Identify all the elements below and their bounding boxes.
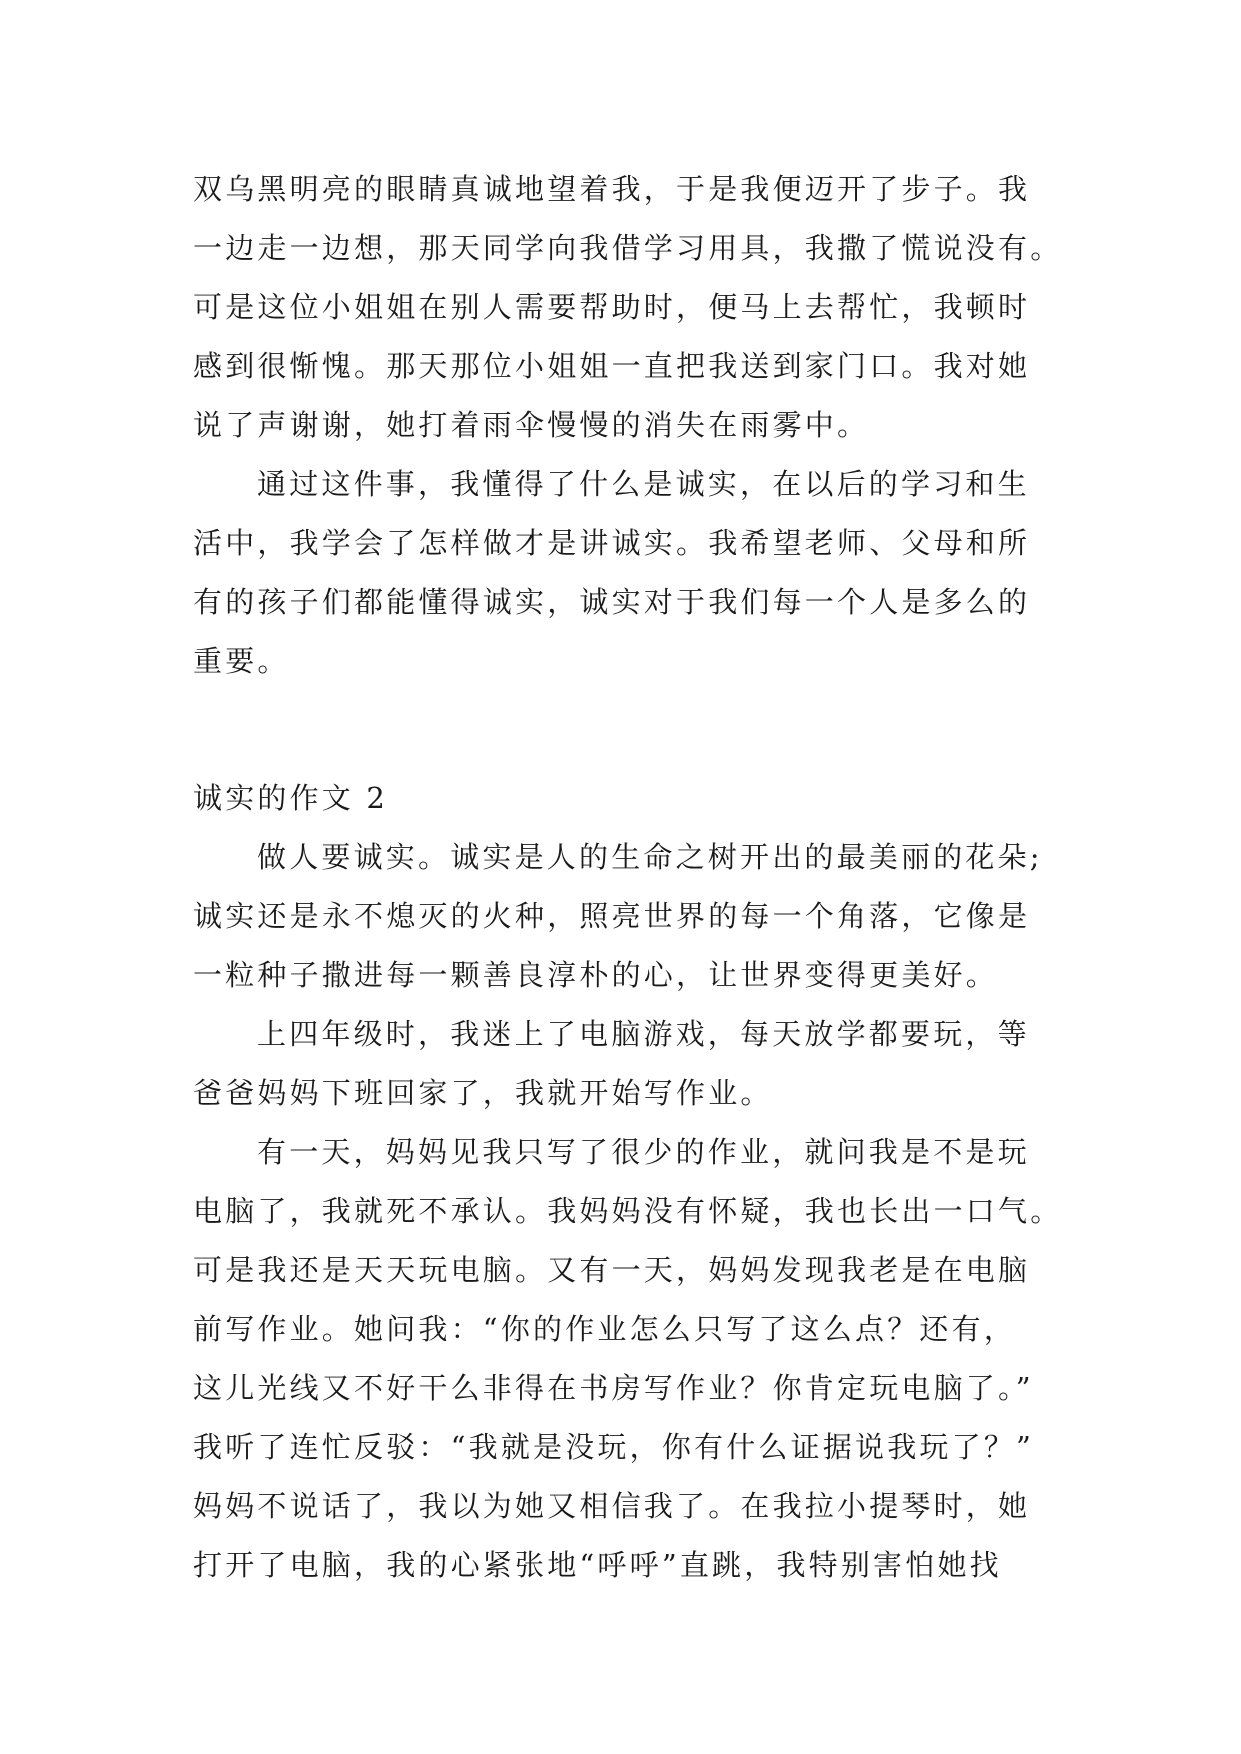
text-line: 说了声谢谢，她打着雨伞慢慢的消失在雨雾中。 — [193, 408, 870, 442]
document-body — [193, 160, 1063, 1595]
paragraph-3 — [193, 828, 1063, 1005]
text-line: 活中，我学会了怎样做才是讲诚实。我希望老师、父母和所 — [193, 526, 1031, 560]
text-line: 重要。 — [193, 644, 290, 678]
text-line: 感到很惭愧。那天那位小姐姐一直把我送到家门口。我对她 — [193, 349, 1031, 383]
text-line: 有的孩子们都能懂得诚实，诚实对于我们每一个人是多么的 — [193, 585, 1031, 619]
section-spacer — [193, 691, 1063, 769]
text-line: 妈妈不说话了，我以为她又相信我了。在我拉小提琴时，她 — [193, 1489, 1031, 1523]
paragraph-2 — [193, 455, 1063, 691]
paragraph-5 — [193, 1123, 1063, 1595]
text-line: 爸爸妈妈下班回家了，我就开始写作业。 — [193, 1076, 773, 1110]
text-line: 一粒种子撒进每一颗善良淳朴的心，让世界变得更美好。 — [193, 958, 999, 992]
text-line: 前写作业。她问我：“你的作业怎么只写了这么点？还有， — [193, 1312, 1017, 1346]
text-line: 电脑了，我就死不承认。我妈妈没有怀疑，我也长出一口气。 — [193, 1194, 1063, 1228]
text-line: 可是我还是天天玩电脑。又有一天，妈妈发现我老是在电脑 — [193, 1253, 1031, 1287]
text-line: 通过这件事，我懂得了什么是诚实，在以后的学习和生 — [257, 467, 1030, 501]
paragraph-4 — [193, 1005, 1063, 1123]
section-title: 诚实的作文 2 — [193, 781, 389, 815]
text-line: 双乌黑明亮的眼睛真诚地望着我，于是我便迈开了步子。我 — [193, 172, 1031, 206]
text-line: 上四年级时，我迷上了电脑游戏，每天放学都要玩，等 — [257, 1017, 1030, 1051]
text-line: 诚实还是永不熄灭的火种，照亮世界的每一个角落，它像是 — [193, 899, 1031, 933]
text-line: 我听了连忙反驳：“我就是没玩，你有什么证据说我玩了？” — [193, 1430, 1035, 1464]
paragraph-1 — [193, 160, 1063, 455]
text-line: 这儿光线又不好干么非得在书房写作业？你肯定玩电脑了。” — [193, 1371, 1034, 1405]
text-line: 可是这位小姐姐在别人需要帮助时，便马上去帮忙，我顿时 — [193, 290, 1031, 324]
text-line: 打开了电脑，我的心紧张地“呼呼”直跳，我特别害怕她找 — [193, 1548, 1002, 1582]
text-line: 一边走一边想，那天同学向我借学习用具，我撒了慌说没有。 — [193, 231, 1063, 265]
text-line: 做人要诚实。诚实是人的生命之树开出的最美丽的花朵; — [257, 840, 1043, 874]
text-line: 有一天，妈妈见我只写了很少的作业，就问我是不是玩 — [257, 1135, 1030, 1169]
